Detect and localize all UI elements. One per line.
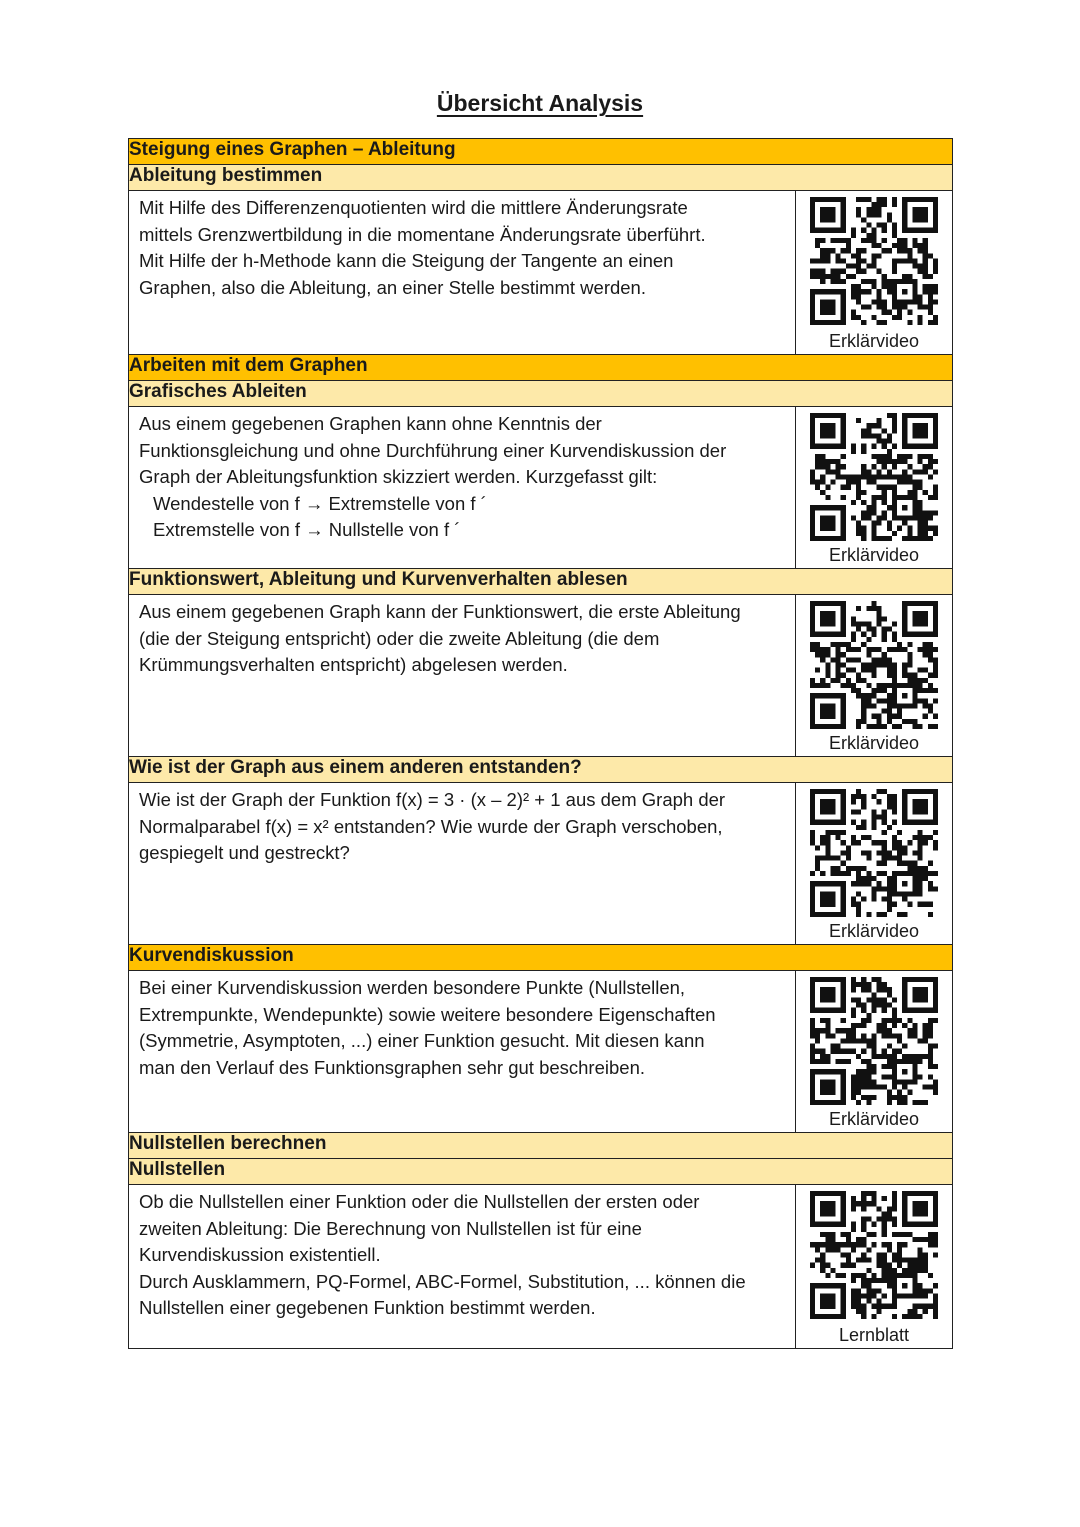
subsection-header [129,757,953,783]
qr-cell [796,595,953,757]
text-line: Aus einem gegebenen Graph kann der Funktionswert, die erste Ableitung [139,601,741,622]
qr-cell [796,191,953,355]
qr-code-icon[interactable] [810,413,938,541]
qr-code-icon[interactable] [810,789,938,917]
text-line: Mit Hilfe der h-Methode kann die Steigung der Tangente an einen [139,250,674,271]
subsection-header [129,381,953,407]
qr-code-icon[interactable] [810,977,938,1105]
text-line: Extremstelle von f → Nullstelle von f ´ [153,519,461,540]
text-line: Krümmungsverhalten entspricht) abgelesen werden. [139,654,568,675]
content-row [129,191,953,355]
qr-cell [796,1185,953,1349]
content-row [129,407,953,569]
section-title: Nullstellen berechnen [129,1133,953,1159]
overview-table [128,138,953,1349]
qr-label: Erklärvideo [828,545,920,565]
content-text [129,191,796,355]
text-line: gespiegelt und gestreckt? [139,842,350,863]
text-line: Wie ist der Graph der Funktion f(x) = 3 · (x – 2)² + 1 aus dem Graph der [139,789,726,810]
qr-code-icon[interactable] [810,601,938,729]
subsection-header [129,1159,953,1185]
content-row [129,971,953,1133]
qr-label: Erklärvideo [828,331,920,351]
text-line: man den Verlauf des Funktionsgraphen sehr gut beschreiben. [139,1056,645,1078]
qr-cell [796,783,953,945]
section-header [129,355,953,381]
qr-label: Erklärvideo [828,1109,920,1129]
section-header [129,945,953,971]
text-line: (die der Steigung entspricht) oder die zweite Ableitung (die dem [139,627,660,649]
section-header [129,139,953,165]
content-text [129,1185,796,1349]
content-row [129,1185,953,1349]
content-text [129,971,796,1133]
text-line: Ob die Nullstellen einer Funktion oder die Nullstellen der ersten oder [139,1191,700,1212]
text-line: Extrempunkte, Wendepunkte) sowie weitere besondere Eigenschaften [139,1003,716,1025]
content-row [129,595,953,757]
subsection-title: Grafisches Ableiten [129,381,953,407]
text-line: Aus einem gegebenen Graphen kann ohne Kenntnis der [139,413,602,434]
content-text [129,783,796,945]
text-line: zweiten Ableitung: Die Berechnung von Nullstellen ist für eine [139,1217,642,1239]
qr-label: Lernblatt [838,1325,910,1345]
text-line: Mit Hilfe des Differenzenquotienten wird die mittlere Änderungsrate [139,197,688,218]
section-title: Kurvendiskussion [129,945,953,971]
text-line: Funktionsgleichung und ohne Durchführung einer Kurvendiskussion der [139,439,727,461]
text-line: Graphen, also die Ableitung, an einer Stelle bestimmt werden. [139,276,646,298]
content-text [129,407,796,569]
subsection-header [129,569,953,595]
subsection-header [129,1133,953,1159]
subsection-title: Nullstellen [129,1159,953,1185]
text-line: mittels Grenzwertbildung in die momentane Änderungsrate überführt. [139,223,706,245]
subsection-header [129,165,953,191]
subsection-title: Ableitung bestimmen [129,165,953,191]
qr-cell [796,971,953,1133]
section-title: Steigung eines Graphen – Ableitung [129,139,953,165]
qr-cell [796,407,953,569]
subsection-title: Wie ist der Graph aus einem anderen entstanden? [129,757,953,783]
content-row [129,783,953,945]
page-title: Übersicht Analysis [436,90,644,116]
text-line: Bei einer Kurvendiskussion werden besondere Punkte (Nullstellen, [139,977,686,998]
text-line: Graph der Ableitungsfunktion skizziert werden. Kurzgefasst gilt: [139,466,658,487]
section-title: Arbeiten mit dem Graphen [129,355,953,381]
qr-code-icon[interactable] [810,197,938,325]
qr-label: Erklärvideo [828,921,920,941]
text-line: Nullstellen einer gegebenen Funktion bestimmt werden. [139,1297,596,1318]
text-line: Kurvendiskussion existentiell. [139,1244,381,1265]
content-text [129,595,796,757]
qr-code-icon[interactable] [810,1191,938,1319]
text-line: (Symmetrie, Asymptoten, ...) einer Funktion gesucht. Mit diesen kann [139,1030,705,1051]
text-line: Durch Ausklammern, PQ-Formel, ABC-Formel, Substitution, ... können die [139,1270,746,1292]
qr-label: Erklärvideo [828,733,920,753]
subsection-title: Funktionswert, Ableitung und Kurvenverhalten ablesen [129,569,953,595]
text-line: Normalparabel f(x) = x² entstanden? Wie wurde der Graph verschoben, [139,815,723,837]
text-line: Wendestelle von f → Extremstelle von f ´ [153,492,487,514]
